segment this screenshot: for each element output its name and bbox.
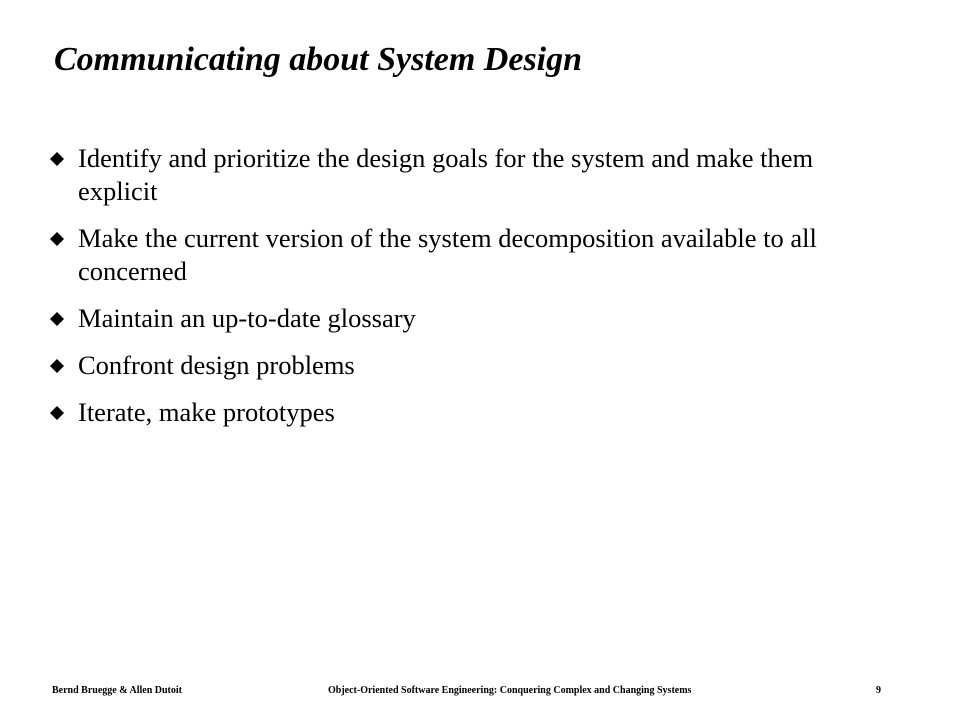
diamond-icon [50,396,78,429]
diamond-icon [50,142,78,175]
bullet-text: Maintain an up-to-date glossary [78,303,416,333]
bullet-text: Confront design problems [78,350,355,380]
bullet-text: Iterate, make prototypes [78,397,335,427]
slide-title: Communicating about System Design [54,41,583,78]
footer-page-number: 9 [876,685,881,696]
bullet-text: Make the current version of the system decomposition available to all concerned [78,223,817,286]
bullet-text: Identify and prioritize the design goals for the system and make them explicit [78,143,814,206]
bullet-item-design-problems [50,349,890,382]
diamond-icon [50,302,78,335]
bullet-item-prototypes [50,396,890,429]
diamond-icon [50,222,78,255]
bullet-item-design-goals [50,142,890,208]
footer-book-title: Object-Oriented Software Engineering: Conquering Complex and Changing Systems [328,685,692,696]
diamond-icon [50,349,78,382]
bullet-item-system-decomposition [50,222,890,288]
footer-authors: Bernd Bruegge & Allen Dutoit [52,685,182,696]
bullet-item-glossary [50,302,890,335]
bullet-list [50,142,890,443]
